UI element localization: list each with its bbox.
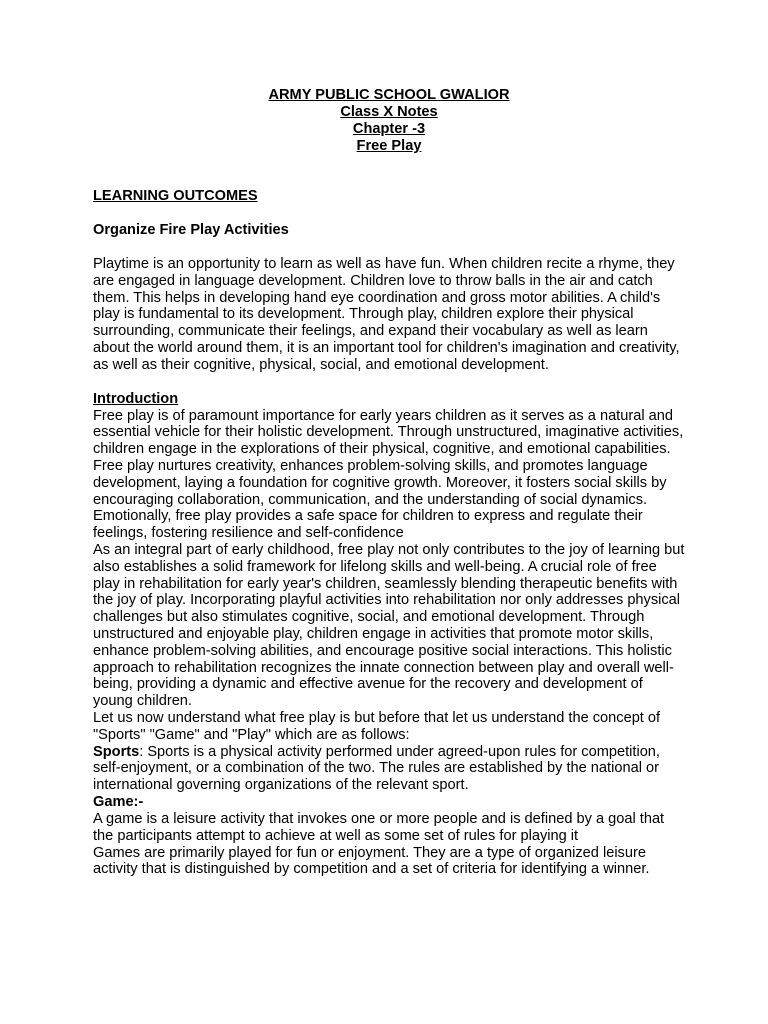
learning-outcomes-heading: LEARNING OUTCOMES: [93, 188, 258, 204]
sports-paragraph: [93, 744, 685, 794]
game-paragraph-2: Games are primarily played for fun or enjoyment. They are a type of organized leisure activity that is distinguished by competition and a set of criteria for identifying a winner.: [93, 844, 650, 878]
learning-outcomes-paragraph: Playtime is an opportunity to learn as well as have fun. When children recite a rhyme, they are engaged in language development. Children love to throw balls in the air and catch them. This helps in developing hand eye coordination and gross motor abilities. A child's play is fundamental to its development. Through play, children explore their physical surrounding, communicate their feelings, and expand their vocabulary as well as learn about the world around them, it is an important tool for children's imagination and creativity, as well as their cognitive, physical, social, and emotional development.: [93, 256, 680, 373]
introduction-paragraph-2: As an integral part of early childhood, free play not only contributes to the joy of learning but also establishes a solid framework for lifelong skills and well-being. A crucial role of free play in rehabilitation for early year's children, seamlessly blending therapeutic benefits with the joy of play. Incorporating playful activities into rehabilitation nor only addresses physical challenges but also stimulates cognitive, social, and emotional development. Through unstructured and enjoyable play, children engage in activities that promote motor skills, enhance problem-solving abilities, and encourage positive social interactions. This holistic approach to rehabilitation recognizes the innate connection between play and overall well-being, providing a dynamic and effective avenue for the recovery and development of young children.: [93, 541, 685, 710]
document-page: [93, 87, 685, 878]
topic-title: Free Play: [356, 138, 422, 154]
document-header: [93, 87, 685, 155]
introduction-paragraph-3: Let us now understand what free play is but before that let us understand the concept of "Sports" "Game" and "Play" which are as follows:: [93, 709, 661, 743]
sports-label: Sports: [93, 743, 140, 760]
class-title: Class X Notes: [340, 104, 438, 120]
game-heading: Game:-: [93, 793, 144, 810]
school-name: ARMY PUBLIC SCHOOL GWALIOR: [268, 87, 510, 103]
game-paragraph-1: A game is a leisure activity that invokes one or more people and is defined by a goal that the participants attempt to achieve at well as some set of rules for playing it: [93, 810, 665, 844]
chapter-title: Chapter -3: [352, 121, 426, 137]
introduction-paragraph-1: Free play is of paramount importance for early years children as it serves as a natural and essential vehicle for their holistic development. Through unstructured, imaginative activities, children engage in the explorations of their physical, cognitive, and emotional capabilities. Free play nurtures creativity, enhances problem-solving skills, and promotes language development, laying a foundation for cognitive growth. Moreover, it fosters social skills by encouraging collaboration, communication, and the understanding of social dynamics. Emotionally, free play provides a safe space for children to express and regulate their feelings, fostering resilience and self-confidence: [93, 407, 684, 542]
learning-outcomes-subheading: Organize Fire Play Activities: [93, 222, 289, 238]
introduction-heading: Introduction: [93, 390, 179, 407]
sports-text: : Sports is a physical activity performed under agreed-upon rules for competition, self-enjoyment, or a combination of the two. The rules are established by the national or international governing organizations of the relevant sport.: [93, 743, 660, 794]
